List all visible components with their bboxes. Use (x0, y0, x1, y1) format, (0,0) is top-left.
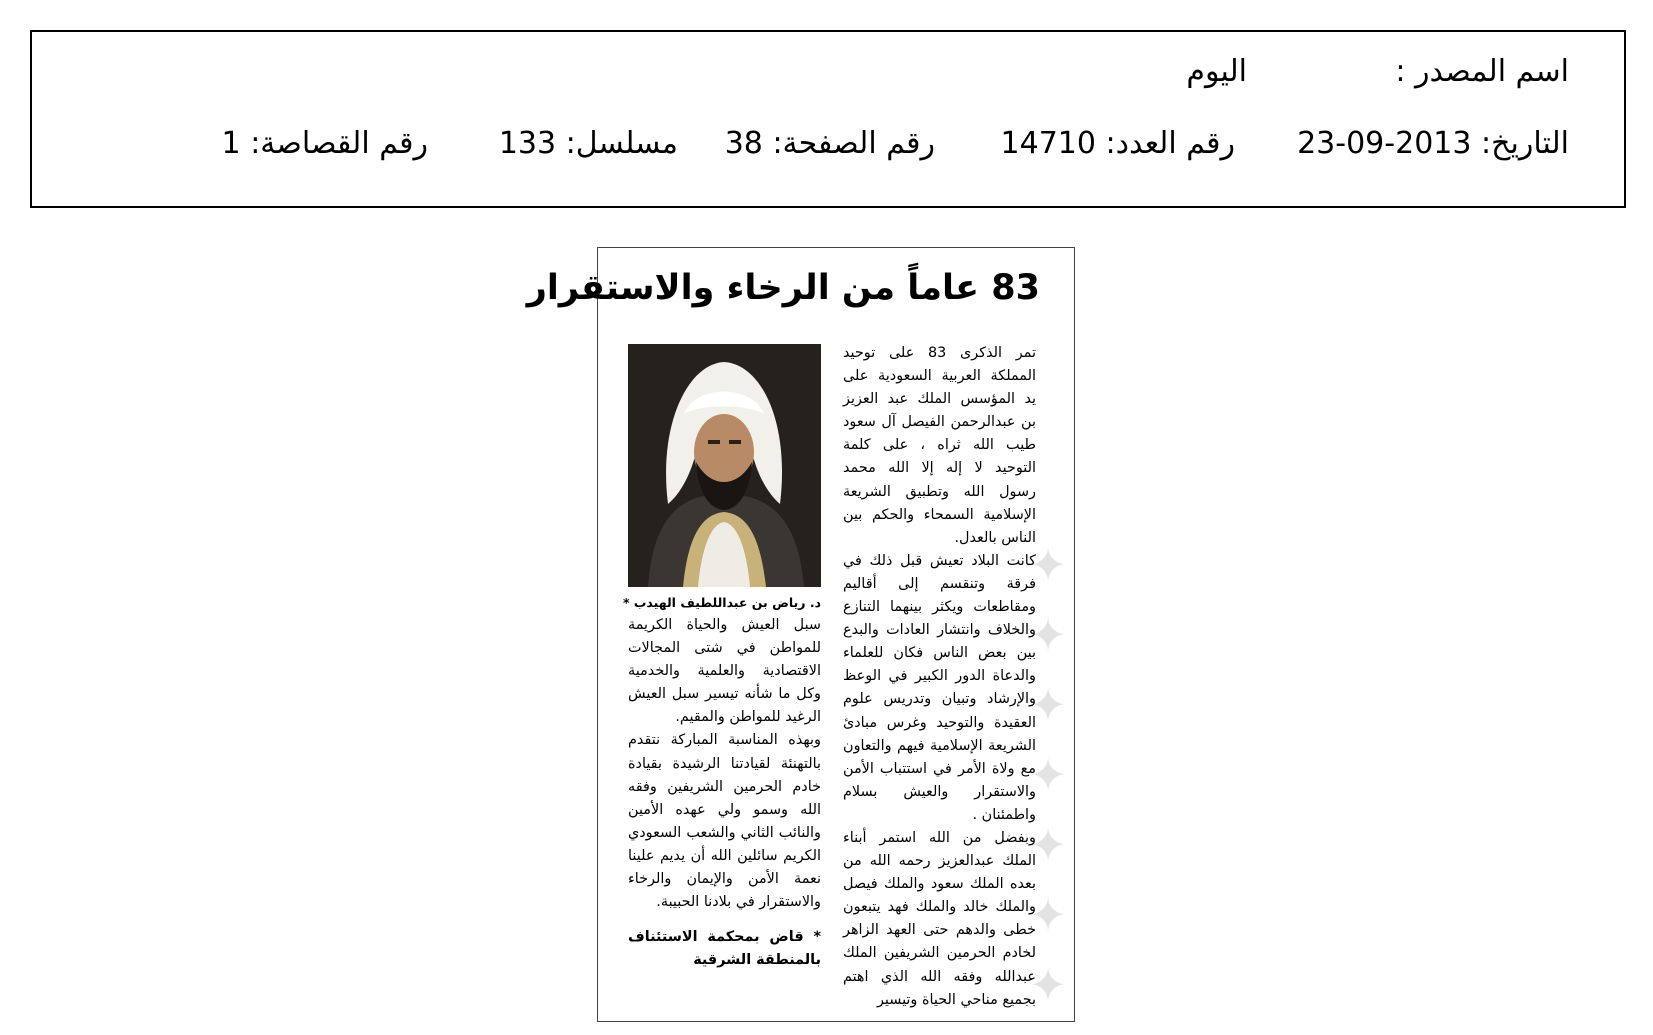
paragraph: وبهذه المناسبة المباركة نتقدم بالتهنئة لقيادتنا الرشيدة بقيادة خادم الحرمين الشريفين وفقه الله وسمو ولي عهده الأمين والنائب الثاني والشعب السعودي الكريم سائلين الله أن يديم علينا نعمة الأمن والإيمان والرخاء والاستقرار في بلادنا الحبيبة. (628, 732, 821, 911)
source-label: اسم المصدر : (1395, 54, 1569, 89)
clip-field (222, 126, 428, 162)
date-value: 2013-09-23 (1297, 126, 1472, 161)
author-portrait-image (628, 344, 821, 587)
issue-field (1001, 126, 1235, 162)
page-value: 38 (724, 126, 763, 161)
page-label: رقم الصفحة: (772, 126, 935, 161)
article-column-left (628, 614, 821, 972)
paragraph: تمر الذكرى 83 على توحيد المملكة العربية السعودية على يد المؤسس الملك عبد العزيز بن عبدالرحمن الفيصل آل سعود طيب الله ثراه ، على كلمة التوحيد لا إله إلا الله محمد رسول الله وتطبيق الشريعة الإسلامية السمحاء والحكم بين الناس بالعدل. (843, 345, 1036, 546)
issue-label: رقم العدد: (1105, 126, 1235, 161)
article-column-right (843, 342, 1036, 1012)
watermark-pattern: ✦ ✦ ✦ ✦ ✦ ✦ ✦ (1021, 537, 1075, 1012)
issue-value: 14710 (1000, 126, 1096, 161)
clip-label: رقم القصاصة: (250, 126, 428, 161)
article-headline: 83 عاماً من الرخاء والاستقرار (526, 268, 1040, 308)
paragraph: وبفضل من الله استمر أبناء الملك عبدالعزيز رحمه الله من بعده الملك سعود والملك فيصل والملك خالد والملك فهد يتبعون خطى والدهم حتى العهد الزاهر لخادم الحرمين الشريفين الملك عبدالله وفقه الله الذي اهتم بجميع مناحي الحياة وتيسير (843, 829, 1036, 1008)
author-caption: د. رياض بن عبداللطيف الهيدب * (622, 595, 821, 610)
serial-field (499, 126, 678, 162)
serial-label: مسلسل: (565, 126, 678, 161)
newspaper-clipping (526, 247, 1075, 1022)
date-label: التاريخ: (1481, 126, 1569, 161)
clip-value: 1 (221, 126, 241, 161)
date-field (1297, 126, 1569, 162)
author-photo (628, 344, 821, 587)
paragraph: سبل العيش والحياة الكريمة للمواطن في شتى المجالات الاقتصادية والعلمية والخدمية وكل ما شأنه تيسير سبل العيش الرغيد للمواطن والمقيم. (628, 617, 821, 726)
clipping-header (30, 30, 1626, 208)
author-footnote: * قاض بمحكمة الاستئناف بالمنطقة الشرقية (628, 929, 821, 969)
source-value: اليوم (1186, 54, 1247, 89)
serial-value: 133 (498, 126, 557, 161)
page-field (725, 126, 935, 162)
paragraph: كانت البلاد تعيش قبل ذلك في فرقة وتنقسم إلى أقاليم ومقاطعات ويكثر بينهما التنازع والخلاف وانتشار العادات والبدع بين بعض الناس فكان للعلماء والدعاة الدور الكبير في الوعظ والإرشاد وتبيان وتدريس علوم العقيدة والتوحيد وغرس مبادئ الشريعة الإسلامية فيهم والتعاون مع ولاة الأمر في استتباب الأمن والاستقرار والعيش بسلام واطمئنان . (843, 552, 1036, 823)
